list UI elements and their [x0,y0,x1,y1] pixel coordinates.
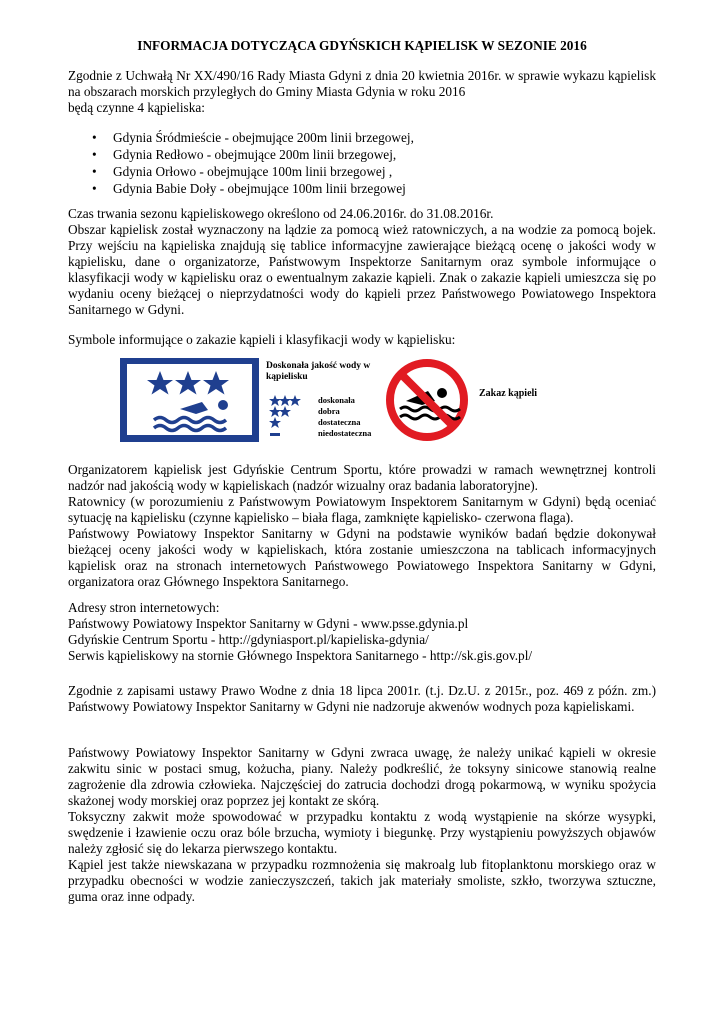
season-paragraph [68,206,656,318]
warning-text-2: Toksyczny zakwit może spowodować w przypadku kontaktu z wodą wystąpienie na skórze wysypki, swędzenie i łzawienie oczu oraz bóle brzucha, wymioty i biegunkę. Przy wystąpieniu powyższych objawów należy zgłosić się do lekarza pierwszego kontaktu. [68,809,656,856]
season-text: Czas trwania sezonu kąpieliskowego określono od 24.06.2016r. do 31.08.2016r. [68,206,494,221]
addresses-title: Adresy stron internetowych: [68,600,220,615]
legend-item: niedostateczna [318,428,372,438]
list-item: • Gdynia Orłowo - obejmujące 100m linii brzegowej , [92,164,393,179]
no-swimming-label: Zakaz kąpieli [479,388,538,399]
lifeguards-text: Ratownicy (w porozumieniu z Państwowym Powiatowym Inspektorem Sanitarnym w Gdyni) będą oceniać sytuację na kąpielisku (czynne kąpielisko – biała flaga, zamknięte kąpielisko- czerwona flaga). [68,494,656,525]
legend-item: dostateczna [318,417,361,427]
list-item: • Gdynia Babie Doły - obejmujące 100m linii brzegowej [92,181,406,196]
address-line[interactable]: Gdyńskie Centrum Sportu - http://gdyniasport.pl/kapieliska-gdynia/ [68,632,429,647]
address-line[interactable]: Serwis kąpieliskowy na stornie Głównego Inspektora Sanitarnego - http://sk.gis.gov.pl/ [68,648,533,663]
list-item: • Gdynia Śródmieście - obejmujące 200m linii brzegowej, [92,130,414,145]
warning-text-3: Kąpiel jest także niewskazana w przypadku rozmnożenia się makroalg lub fitoplanktonu morskiego oraz w przypadku obecności w wodzie zanieczyszczeń, takich jak materiały smoliste, szkło, tworzywa sztuczne, guma oraz inne odpady. [68,857,656,904]
beach-list [68,130,414,198]
symbols-intro: Symbole informujące o zakazie kąpieli i klasyfikacji wody w kąpielisku: [68,332,456,347]
page-title: INFORMACJA DOTYCZĄCA GDYŃSKICH KĄPIELISK W SEZONIE 2016 [137,38,587,53]
organizer-text: Organizatorem kąpielisk jest Gdyńskie Centrum Sportu, które prowadzi w ramach wewnętrznej kontroli nadzór nad jakością wody w kąpieliskach (nadzór wizualny oraz badania laboratoryjne). [68,462,656,493]
address-line[interactable]: Państwowy Powiatowy Inspektor Sanitarny w Gdyni - www.psse.gdynia.pl [68,616,469,631]
inspector-text: Państwowy Powiatowy Inspektor Sanitarny w Gdyni na podstawie wyników badań będzie dokonywał bieżącej oceny jakości wody w kąpieliskach, która zostanie umieszczona na tablicach informacyjnych kąpielisk oraz na stronach internetowych Państwowego Powiatowego Inspektora Sanitarny w Gdyni, organizatora oraz Głównego Inspektora Sanitarnego. [68,526,656,589]
quality-symbol-box [120,358,385,442]
warning-text-1: Państwowy Powiatowy Inspektor Sanitarny w Gdyni zwraca uwagę, że należy unikać kąpieli w okresie zakwitu sinic w postaci smug, kożucha, piany. Należy podkreślić, że toksyny sinicowe stanowią realne zagrożenie dla zdrowia człowieka. Najczęściej do zatrucia dochodzi drogą pokarmową, w wyniku spożycia skażonej wody morskiej oraz poprzez jej kontakt ze skórą. [68,745,656,808]
quality-box-title: Doskonała jakość wody w kąpielisku [266,361,371,382]
legend-item: dobra [318,406,340,416]
intro-paragraph [68,68,656,116]
warning-paragraph [68,745,656,905]
intro-text-2: będą czynne 4 kąpieliska: [68,100,205,115]
law-paragraph: Zgodnie z zapisami ustawy Prawo Wodne z dnia 18 lipca 2001r. (t.j. Dz.U. z 2015r., poz. 469 z późn. zm.) Państwowy Powiatowy Inspektor Sanitarny w Gdyni nie nadzoruje akwenów wodnych poza kąpieliskami. [68,683,656,714]
organizer-paragraph [68,462,656,590]
legend-item: doskonała [318,395,355,405]
supervision-text: Obszar kąpielisk został wyznaczony na lądzie za pomocą wież ratowniczych, a na wodzie za pomocą bojek. Przy wejściu na kąpieliska znajdują się tablice informacyjne zawierające bieżącą ocenę o jakości wody w kąpielisku, dane o organizatorze, Państwowym Inspektorze Sanitarnym oraz symbole informujące o klasyfikacji wody w kąpielisku oraz o ewentualnym zakazie kąpieli. Znak o zakazie kąpieli umieszcza się po wydaniu oceny bieżącej o nieprzydatności wody do kąpieli przez Państwowego Powiatowego Inspektora Sanitarnego w Gdyni. [68,222,656,317]
symbols-figure [68,358,656,442]
intro-text: Zgodnie z Uchwałą Nr XX/490/16 Rady Miasta Gdyni z dnia 20 kwietnia 2016r. w sprawie wykazu kąpielisk na obszarach morskich przyległych do Gminy Miasta Gdynia w roku 2016 [68,68,656,99]
no-swimming-icon [386,359,468,441]
list-item: • Gdynia Redłowo - obejmujące 200m linii brzegowej, [92,147,397,162]
addresses-block [68,600,656,664]
